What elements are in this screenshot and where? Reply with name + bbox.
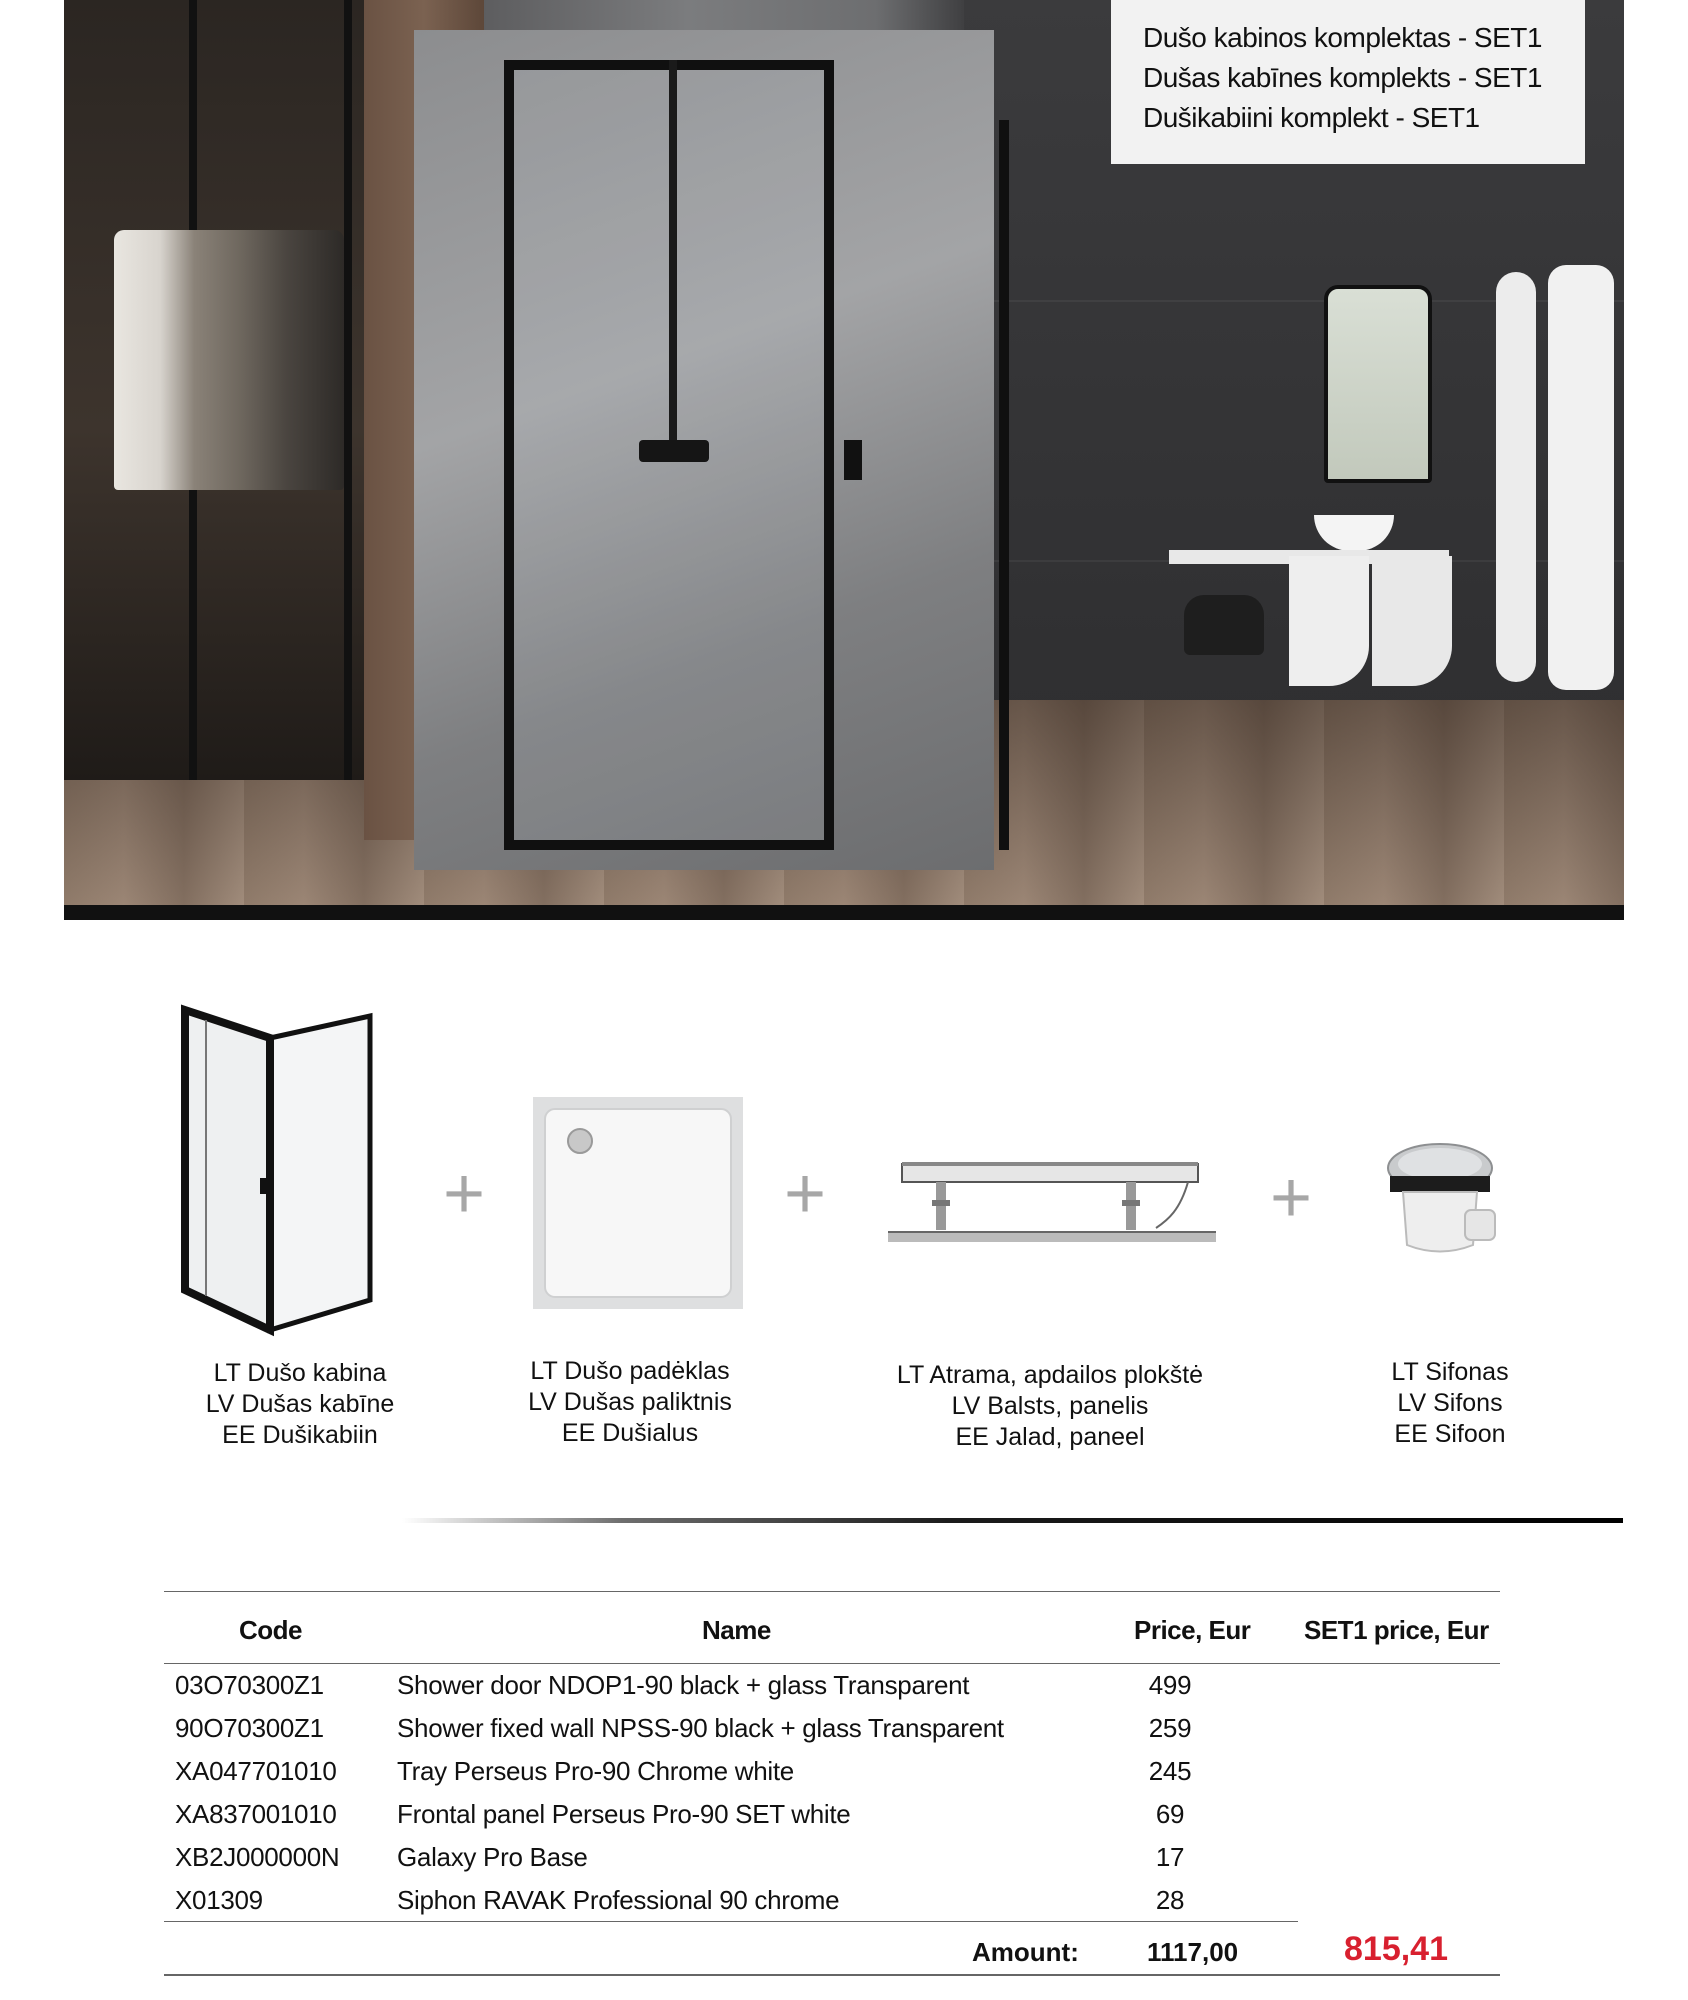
label-lv: LV Sifons [1397,1389,1503,1417]
plus-sign: + [443,1154,486,1234]
tall-cabinet [1548,265,1614,690]
label-lt: LT Dušo kabina [213,1359,387,1387]
header-code: Code [239,1615,302,1645]
table-bottom-border [164,1974,1500,1976]
label-ee: EE Jalad, paneel [955,1423,1145,1451]
shower-post [999,120,1009,850]
label-lv: LV Dušas kabīne [205,1390,395,1418]
cell-code: 03O70300Z1 [175,1670,324,1700]
subtotal-divider [164,1921,1298,1922]
shower-pipe [669,60,677,460]
amount-label: Amount: [972,1937,1079,1967]
tall-cabinet [1496,272,1536,682]
door-handle [844,440,862,480]
cell-name: Tray Perseus Pro-90 Chrome white [397,1756,794,1786]
shower-enclosure-icon [170,1000,380,1340]
product-label-tray [500,1356,760,1449]
cell-name: Shower fixed wall NPSS-90 black + glass Transparent [397,1713,1004,1743]
cell-price: 259 [1148,1713,1192,1743]
cell-name: Galaxy Pro Base [397,1842,588,1872]
header-set-price: SET1 price, Eur [1304,1615,1489,1645]
cell-code: XA047701010 [175,1756,337,1786]
plus-sign: + [784,1154,827,1234]
label-lt: LT Sifonas [1391,1358,1509,1386]
table-row [164,1879,1500,1922]
table-row [164,1664,1500,1707]
table-row [164,1793,1500,1836]
table-row [164,1707,1500,1750]
set-title-lv: Dušas kabīnes komplekts - SET1 [1143,62,1542,93]
product-label-siphon [1330,1357,1570,1450]
set-title-box [1111,0,1585,164]
siphon-icon [1385,1140,1500,1260]
wardrobe-frame [344,0,352,780]
vanity-cabinet [1289,556,1369,686]
stool [1184,595,1264,655]
cell-price: 17 [1155,1842,1185,1872]
label-lt: LT Dušo padėklas [530,1357,730,1385]
cell-code: XA837001010 [175,1799,337,1829]
shower-tray-icon [533,1097,743,1309]
label-ee: EE Dušikabiin [222,1421,378,1449]
table-row [164,1836,1500,1879]
shower-mixer [639,440,709,462]
cell-code: XB2J000000N [175,1842,340,1872]
cell-code: 90O70300Z1 [175,1713,324,1743]
header-price: Price, Eur [1134,1615,1251,1645]
set-title-ee: Dušikabiini komplekt - SET1 [1143,102,1480,133]
product-label-enclosure [170,1358,430,1451]
cell-price: 245 [1148,1756,1192,1786]
cell-price: 499 [1148,1670,1192,1700]
table-top-border [164,1591,1500,1592]
hanging-clothes [114,230,344,490]
table-row [164,1750,1500,1793]
header-name: Name [702,1615,771,1645]
mirror [1324,285,1432,483]
label-lt: LT Atrama, apdailos plokštė [896,1361,1204,1389]
cell-price: 69 [1155,1799,1185,1829]
cell-name: Frontal panel Perseus Pro-90 SET white [397,1799,851,1829]
set-price-value: 815,41 [1344,1930,1448,1968]
cell-name: Siphon RAVAK Professional 90 chrome [397,1885,840,1915]
tray-support-icon [888,1160,1216,1250]
set-title-lt: Dušo kabinos komplektas - SET1 [1143,22,1542,53]
label-ee: EE Sifoon [1394,1420,1506,1448]
vanity-cabinet [1372,556,1452,686]
cell-price: 28 [1155,1885,1185,1915]
plus-sign: + [1270,1158,1313,1238]
cell-name: Shower door NDOP1-90 black + glass Transparent [397,1670,970,1700]
label-lv: LV Dušas paliktnis [528,1388,732,1416]
section-divider [402,1518,1623,1523]
label-lv: LV Balsts, panelis [951,1392,1149,1420]
product-label-support [860,1360,1240,1453]
wardrobe [64,0,364,780]
label-ee: EE Dušialus [561,1419,699,1447]
amount-value: 1117,00 [1147,1937,1239,1967]
photo-bottom-edge [64,905,1624,920]
cell-code: X01309 [175,1885,263,1915]
